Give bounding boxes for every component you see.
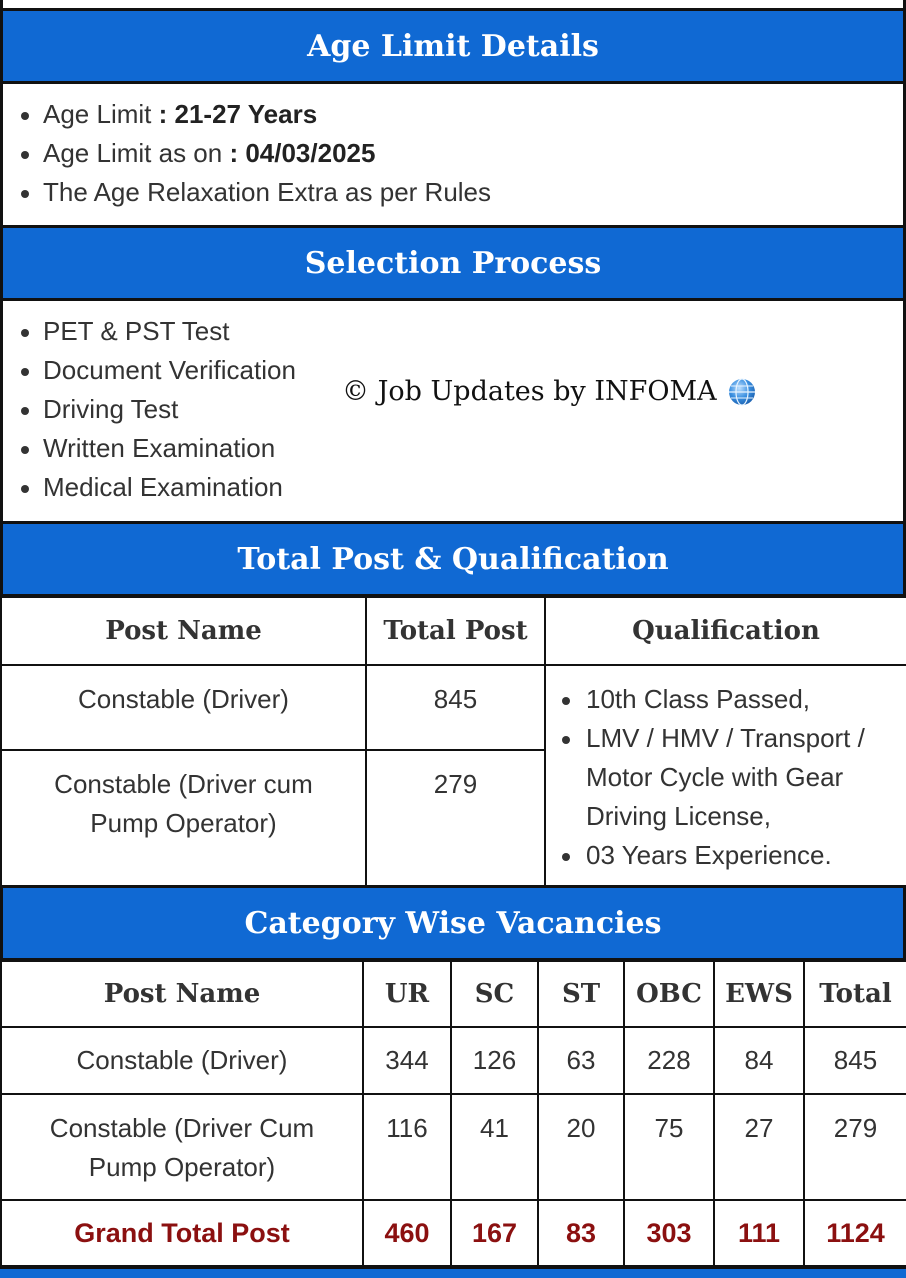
st-cell: 63 bbox=[538, 1027, 624, 1094]
ur-cell: 344 bbox=[363, 1027, 451, 1094]
list-item: 03 Years Experience. bbox=[546, 836, 906, 875]
st-cell: 20 bbox=[538, 1094, 624, 1200]
column-header: Post Name bbox=[1, 961, 363, 1027]
column-header: Post Name bbox=[1, 597, 366, 665]
column-header: Total bbox=[804, 961, 906, 1027]
column-header: OBC bbox=[624, 961, 714, 1027]
table-header-row bbox=[1, 961, 906, 1027]
list-item: Driving Test bbox=[3, 390, 903, 429]
table-row bbox=[1, 1094, 906, 1200]
total-post-heading bbox=[0, 521, 906, 597]
list-item: LMV / HMV / Transport / Motor Cycle with Gear Driving License, bbox=[546, 719, 906, 836]
category-vacancies-heading-text: Category Wise Vacancies bbox=[244, 905, 662, 941]
obc-cell: 75 bbox=[624, 1094, 714, 1200]
sc-cell: 167 bbox=[451, 1200, 538, 1266]
selection-process-list bbox=[3, 312, 903, 507]
table-row bbox=[1, 1027, 906, 1094]
column-header: UR bbox=[363, 961, 451, 1027]
globe-icon bbox=[727, 377, 757, 407]
total-cell: 279 bbox=[804, 1094, 906, 1200]
vacancies-table bbox=[0, 960, 906, 1267]
total-post-cell: 845 bbox=[366, 665, 545, 750]
ur-cell: 116 bbox=[363, 1094, 451, 1200]
st-cell: 83 bbox=[538, 1200, 624, 1266]
column-header: Qualification bbox=[545, 597, 906, 665]
list-item: PET & PST Test bbox=[3, 312, 903, 351]
ur-cell: 460 bbox=[363, 1200, 451, 1266]
column-header: SC bbox=[451, 961, 538, 1027]
column-header: ST bbox=[538, 961, 624, 1027]
list-item: Document Verification bbox=[3, 351, 903, 390]
selection-process-heading bbox=[0, 225, 906, 301]
ews-cell: 27 bbox=[714, 1094, 804, 1200]
list-item: The Age Relaxation Extra as per Rules bbox=[3, 173, 903, 212]
post-name-cell: Constable (Driver) bbox=[1, 665, 366, 750]
column-header: Total Post bbox=[366, 597, 545, 665]
grand-total-row bbox=[1, 1200, 906, 1266]
watermark bbox=[342, 376, 757, 407]
list-item: Written Examination bbox=[3, 429, 903, 468]
age-limit-heading bbox=[0, 8, 906, 84]
total-cell: 845 bbox=[804, 1027, 906, 1094]
watermark-text: © Job Updates by INFOMA bbox=[342, 376, 717, 407]
ews-cell: 111 bbox=[714, 1200, 804, 1266]
ews-cell: 84 bbox=[714, 1027, 804, 1094]
age-limit-heading-text: Age Limit Details bbox=[307, 28, 599, 64]
sc-cell: 41 bbox=[451, 1094, 538, 1200]
total-cell: 1124 bbox=[804, 1200, 906, 1266]
post-name-cell: Constable (Driver Cum Pump Operator) bbox=[1, 1094, 363, 1200]
list-item: Age Limit as on : 04/03/2025 bbox=[3, 134, 903, 173]
obc-cell: 303 bbox=[624, 1200, 714, 1266]
next-section-band bbox=[0, 1266, 906, 1278]
total-post-heading-text: Total Post & Qualification bbox=[237, 541, 669, 577]
selection-process-panel bbox=[0, 301, 906, 523]
post-name-cell: Constable (Driver) bbox=[1, 1027, 363, 1094]
post-name-cell: Constable (Driver cum Pump Operator) bbox=[1, 750, 366, 887]
qualification-cell bbox=[545, 665, 906, 887]
total-post-cell: 279 bbox=[366, 750, 545, 887]
category-vacancies-heading bbox=[0, 885, 906, 961]
sc-cell: 126 bbox=[451, 1027, 538, 1094]
age-limit-list bbox=[3, 95, 903, 212]
column-header: EWS bbox=[714, 961, 804, 1027]
list-item: 10th Class Passed, bbox=[546, 680, 906, 719]
list-item: Medical Examination bbox=[3, 468, 903, 507]
table-row bbox=[1, 665, 906, 750]
grand-total-label: Grand Total Post bbox=[1, 1200, 363, 1266]
qualification-list bbox=[546, 680, 906, 875]
qualification-table bbox=[0, 596, 906, 888]
list-item: Age Limit : 21-27 Years bbox=[3, 95, 903, 134]
selection-process-heading-text: Selection Process bbox=[304, 245, 602, 281]
age-limit-panel bbox=[0, 84, 906, 227]
obc-cell: 228 bbox=[624, 1027, 714, 1094]
table-header-row bbox=[1, 597, 906, 665]
